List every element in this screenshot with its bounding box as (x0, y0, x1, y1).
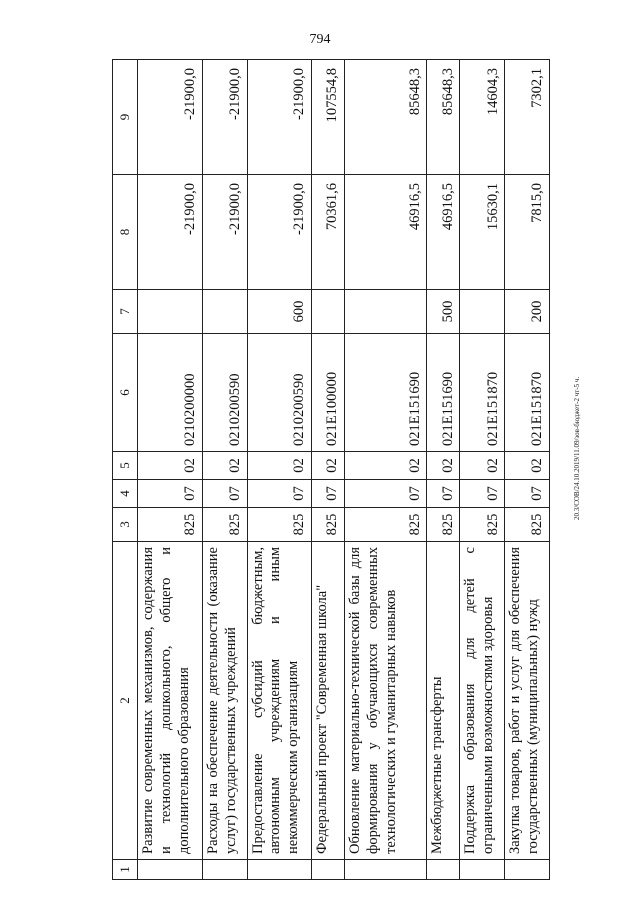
empty-cell (345, 860, 427, 880)
subsection-code: 02 (138, 452, 202, 480)
ministry-code: 825 (427, 508, 460, 542)
empty-cell (505, 860, 550, 880)
section-code: 07 (427, 480, 460, 508)
section-code: 07 (138, 480, 202, 508)
empty-cell (311, 860, 344, 880)
expense-type-code: 600 (247, 290, 311, 334)
page-number: 794 (309, 32, 331, 47)
ministry-code: 825 (505, 508, 550, 542)
amount-col8: 7815,0 (505, 175, 550, 290)
document-footer-note: 20.3/СОВ/24.10.2019/11.09/зов-бюджет-2 чт-5 ч. (573, 376, 581, 520)
line-item-name: Межбюджетные трансферты (427, 542, 460, 860)
column-header: 1 (113, 860, 138, 880)
table-row (345, 60, 427, 880)
budget-table (112, 59, 550, 880)
amount-col9: 85648,3 (345, 60, 427, 175)
ministry-code: 825 (247, 508, 311, 542)
empty-cell (460, 860, 505, 880)
ministry-code: 825 (202, 508, 247, 542)
line-item-name: Обновление материально-технической базы для формирования у обучающихся современных технологических и гуманитарных навыков (345, 542, 427, 860)
empty-cell (427, 860, 460, 880)
ministry-code: 825 (138, 508, 202, 542)
subsection-code: 02 (311, 452, 344, 480)
section-code: 07 (505, 480, 550, 508)
line-item-name: Поддержка образования для детей с ограниченными возможностями здоровья (460, 542, 505, 860)
empty-cell (202, 860, 247, 880)
column-header: 8 (113, 175, 138, 290)
expense-type-code (138, 290, 202, 334)
budget-table-rotated (112, 60, 550, 880)
amount-col8: 46916,5 (427, 175, 460, 290)
amount-col8: -21900,0 (138, 175, 202, 290)
expense-type-code (202, 290, 247, 334)
column-header: 2 (113, 542, 138, 860)
table-row (247, 60, 311, 880)
empty-cell (138, 860, 202, 880)
empty-cell (247, 860, 311, 880)
target-article-code: 0210200590 (202, 334, 247, 452)
column-number-row (113, 60, 138, 880)
column-header: 9 (113, 60, 138, 175)
amount-col9: 107554,8 (311, 60, 344, 175)
target-article-code: 021E151690 (427, 334, 460, 452)
amount-col8: -21900,0 (202, 175, 247, 290)
line-item-name: Расходы на обеспечение деятельности (оказание услуг) государственных учреждений (202, 542, 247, 860)
table-row (427, 60, 460, 880)
subsection-code: 02 (427, 452, 460, 480)
amount-col9: -21900,0 (138, 60, 202, 175)
table-row (138, 60, 202, 880)
line-item-name: Закупка товаров, работ и услуг для обеспечения государственных (муниципальных) нужд (505, 542, 550, 860)
line-item-name: Развитие современных механизмов, содержания и технологий дошкольного, общего и дополнительного образования (138, 542, 202, 860)
section-code: 07 (311, 480, 344, 508)
target-article-code: 021E151870 (460, 334, 505, 452)
target-article-code: 0210200590 (247, 334, 311, 452)
target-article-code: 021E151870 (505, 334, 550, 452)
column-header: 3 (113, 508, 138, 542)
ministry-code: 825 (460, 508, 505, 542)
amount-col9: 7302,1 (505, 60, 550, 175)
subsection-code: 02 (247, 452, 311, 480)
column-header: 4 (113, 480, 138, 508)
table-row (505, 60, 550, 880)
section-code: 07 (247, 480, 311, 508)
target-article-code: 021E100000 (311, 334, 344, 452)
subsection-code: 02 (460, 452, 505, 480)
ministry-code: 825 (311, 508, 344, 542)
column-header: 5 (113, 452, 138, 480)
expense-type-code: 200 (505, 290, 550, 334)
amount-col9: 14604,3 (460, 60, 505, 175)
subsection-code: 02 (345, 452, 427, 480)
line-item-name: Федеральный проект "Современная школа" (311, 542, 344, 860)
amount-col9: 85648,3 (427, 60, 460, 175)
subsection-code: 02 (202, 452, 247, 480)
column-header: 6 (113, 334, 138, 452)
table-row (460, 60, 505, 880)
amount-col9: -21900,0 (247, 60, 311, 175)
target-article-code: 0210200000 (138, 334, 202, 452)
expense-type-code: 500 (427, 290, 460, 334)
amount-col8: 15630,1 (460, 175, 505, 290)
section-code: 07 (345, 480, 427, 508)
target-article-code: 021E151690 (345, 334, 427, 452)
amount-col9: -21900,0 (202, 60, 247, 175)
expense-type-code (460, 290, 505, 334)
subsection-code: 02 (505, 452, 550, 480)
expense-type-code (345, 290, 427, 334)
amount-col8: 70361,6 (311, 175, 344, 290)
ministry-code: 825 (345, 508, 427, 542)
column-header: 7 (113, 290, 138, 334)
table-row (311, 60, 344, 880)
table-row (202, 60, 247, 880)
amount-col8: 46916,5 (345, 175, 427, 290)
section-code: 07 (460, 480, 505, 508)
expense-type-code (311, 290, 344, 334)
section-code: 07 (202, 480, 247, 508)
amount-col8: -21900,0 (247, 175, 311, 290)
line-item-name: Предоставление субсидий бюджетным, автономным учреждениям и иным некоммерческим организациям (247, 542, 311, 860)
